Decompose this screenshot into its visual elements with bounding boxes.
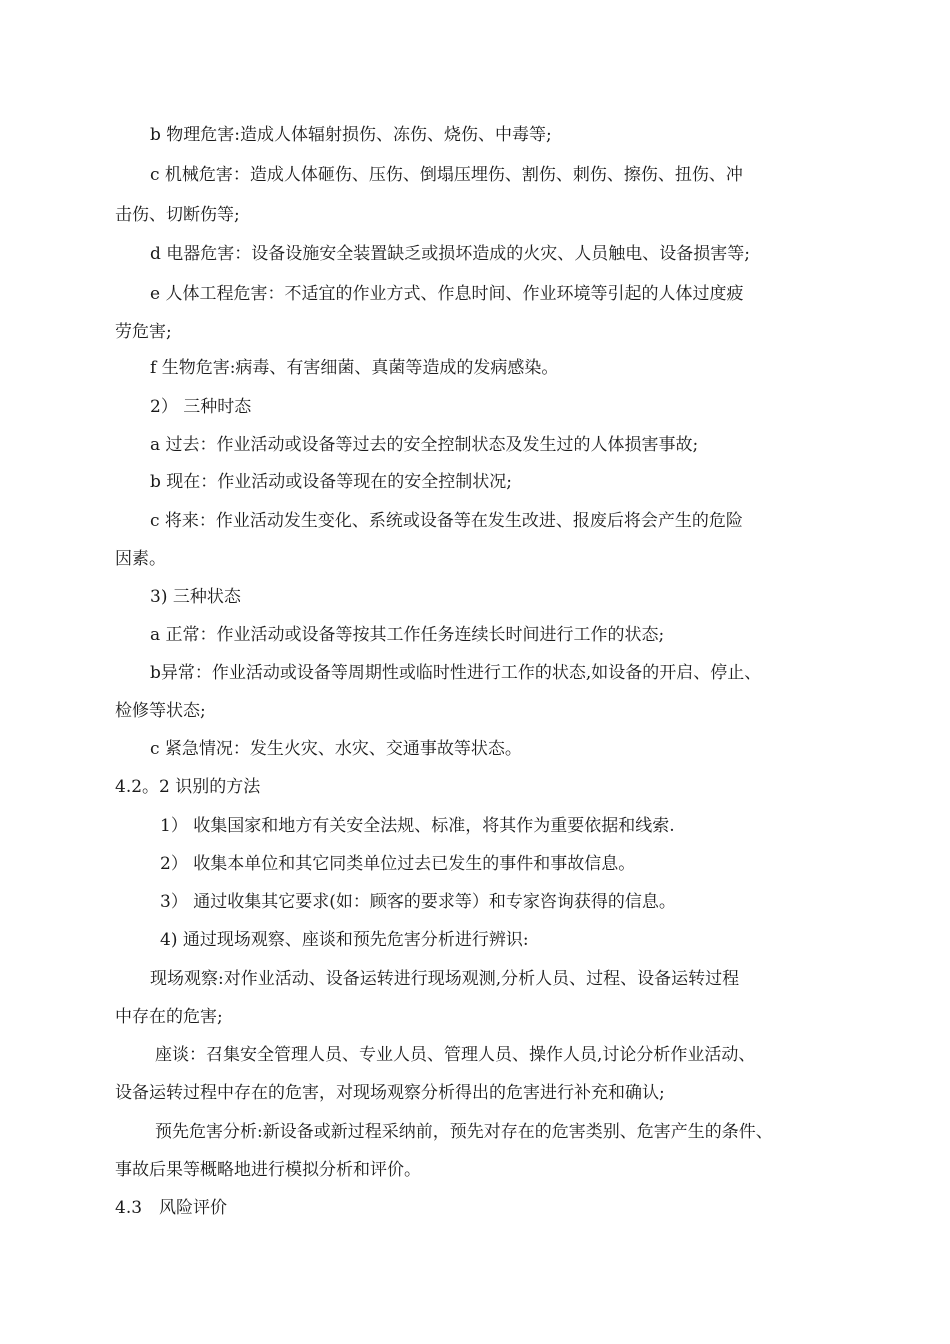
text-line: 3） 通过收集其它要求(如：顾客的要求等）和专家咨询获得的信息。 bbox=[160, 892, 676, 912]
section-heading: 4.2。2 识别的方法 bbox=[115, 777, 261, 797]
text-line: 2） 三种时态 bbox=[150, 397, 252, 417]
text-line: 1） 收集国家和地方有关安全法规、标准，将其作为重要依据和线索. bbox=[160, 816, 675, 836]
text-line: b 现在：作业活动或设备等现在的安全控制状况; bbox=[150, 472, 513, 492]
text-line: 击伤、切断伤等; bbox=[115, 205, 240, 225]
text-line: 因素。 bbox=[115, 549, 166, 569]
text-line: c 将来：作业活动发生变化、系统或设备等在发生改进、报废后将会产生的危险 bbox=[150, 511, 743, 531]
text-line: 座谈：召集安全管理人员、专业人员、管理人员、操作人员,讨论分析作业活动、 bbox=[155, 1045, 756, 1065]
text-line: c 机械危害：造成人体砸伤、压伤、倒塌压埋伤、割伤、刺伤、擦伤、扭伤、冲 bbox=[150, 165, 743, 185]
text-line: 设备运转过程中存在的危害，对现场观察分析得出的危害进行补充和确认; bbox=[115, 1083, 665, 1103]
text-line: c 紧急情况：发生火灾、水灾、交通事故等状态。 bbox=[150, 739, 522, 759]
text-line: 中存在的危害; bbox=[115, 1007, 223, 1027]
text-line: 现场观察:对作业活动、设备运转进行现场观测,分析人员、过程、设备运转过程 bbox=[150, 969, 740, 989]
text-line: a 过去：作业活动或设备等过去的安全控制状态及发生过的人体损害事故; bbox=[150, 435, 699, 455]
text-line: 2） 收集本单位和其它同类单位过去已发生的事件和事故信息。 bbox=[160, 854, 636, 874]
text-line: 事故后果等概略地进行模拟分析和评价。 bbox=[115, 1160, 421, 1180]
text-line: 检修等状态; bbox=[115, 701, 206, 721]
text-line: 3) 三种状态 bbox=[150, 587, 241, 607]
text-line: b异常：作业活动或设备等周期性或临时性进行工作的状态,如设备的开启、停止、 bbox=[150, 663, 762, 683]
text-line: d 电器危害：设备设施安全装置缺乏或损坏造成的火灾、人员触电、设备损害等; bbox=[150, 244, 751, 264]
text-line: 劳危害; bbox=[115, 322, 172, 342]
text-line: 4) 通过现场观察、座谈和预先危害分析进行辨识: bbox=[160, 930, 529, 950]
section-heading: 4.3 风险评价 bbox=[115, 1198, 228, 1218]
text-line: e 人体工程危害：不适宜的作业方式、作息时间、作业环境等引起的人体过度疲 bbox=[150, 284, 744, 304]
text-line: f 生物危害:病毒、有害细菌、真菌等造成的发病感染。 bbox=[150, 358, 559, 378]
text-line: a 正常：作业活动或设备等按其工作任务连续长时间进行工作的状态; bbox=[150, 625, 665, 645]
text-line: b 物理危害:造成人体辐射损伤、冻伤、烧伤、中毒等; bbox=[150, 125, 552, 145]
text-line: 预先危害分析:新设备或新过程采纳前，预先对存在的危害类别、危害产生的条件、 bbox=[155, 1122, 773, 1142]
